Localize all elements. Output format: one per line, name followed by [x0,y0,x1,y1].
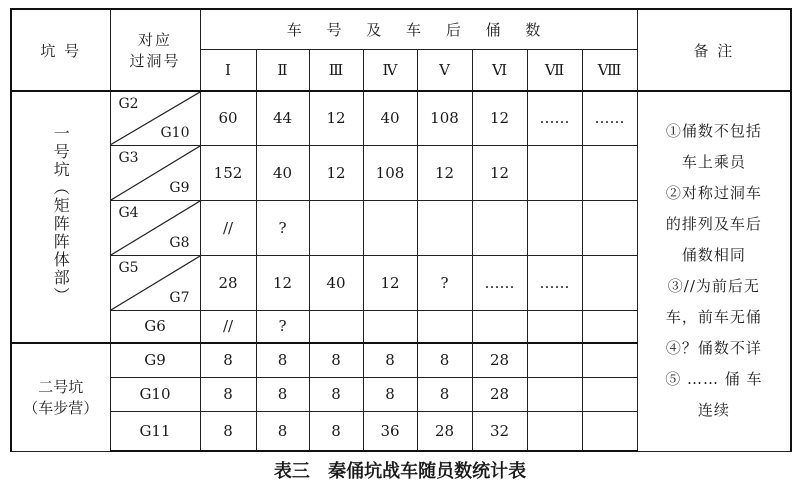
table-row [11,91,791,145]
hole-b: G10 [160,124,190,141]
hole-a: G4 [118,204,139,221]
data-cell: 8 [309,377,363,411]
data-cell [472,310,527,343]
car-header-2: Ⅱ [256,49,309,91]
data-cell [527,200,582,255]
data-cell [363,310,417,343]
data-cell: 12 [363,255,417,310]
header-hole [110,9,200,91]
pit1-label [11,91,110,343]
hole-cell-diagonal [110,145,200,200]
data-cell [527,411,582,451]
data-cell: ? [256,310,309,343]
data-cell [582,310,637,343]
data-cell: 36 [363,411,417,451]
pit1-label-text: 一号坑（矩阵阵体部） [51,125,71,305]
data-cell: 44 [256,91,309,145]
note-line: 车，前车无俑 [665,308,762,327]
hole-cell: G11 [110,411,200,451]
hole-a: G2 [118,96,139,112]
car-header-1: Ⅰ [200,49,256,91]
header-hole-line2: 过洞号 [129,52,181,70]
data-cell: 28 [417,411,472,451]
data-cell: 28 [472,377,527,411]
data-cell: …… [472,255,527,310]
data-cell [309,200,363,255]
data-cell [417,310,472,343]
hole-cell: G6 [110,310,200,343]
hole-cell-diagonal [110,200,200,255]
data-cell: 108 [417,91,472,145]
data-cell: 12 [472,91,527,145]
data-cell: …… [527,91,582,145]
data-cell: …… [527,255,582,310]
hole-b: G7 [169,289,190,306]
note-line: ④？俑数不详 [665,339,762,358]
data-cell: ? [417,255,472,310]
data-cell [472,200,527,255]
data-cell: 28 [472,343,527,377]
data-cell [582,343,637,377]
data-cell: // [200,310,256,343]
data-cell: …… [582,91,637,145]
note-line: 车上乘员 [681,153,746,172]
pit2-label-line1: 二号坑 [38,378,84,397]
data-cell: 28 [200,255,256,310]
car-header-5: Ⅴ [417,49,472,91]
car-header-3: Ⅲ [309,49,363,91]
data-cell: 152 [200,145,256,200]
data-cell: 8 [363,343,417,377]
data-cell [527,343,582,377]
data-cell [527,377,582,411]
table-caption [0,457,800,483]
header-remarks: 备 注 [637,9,791,91]
data-cell: 8 [200,411,256,451]
data-cell: 8 [363,377,417,411]
data-cell [363,200,417,255]
data-cell: 12 [256,255,309,310]
statistics-table [10,8,792,452]
note-line: 俑数相同 [681,246,746,265]
hole-cell: G9 [110,343,200,377]
data-cell: 40 [363,91,417,145]
data-cell [582,145,637,200]
data-cell: 8 [417,377,472,411]
data-cell: // [200,200,256,255]
data-cell: 12 [417,145,472,200]
car-header-6: Ⅵ [472,49,527,91]
car-header-4: Ⅳ [363,49,417,91]
pit2-label-line2: （车步营） [23,399,99,418]
data-cell [582,200,637,255]
data-cell [582,255,637,310]
data-cell: 40 [256,145,309,200]
hole-b: G9 [169,179,190,196]
data-cell [417,200,472,255]
car-header-8: Ⅷ [582,49,637,91]
data-cell: 8 [200,343,256,377]
caption-number: 表三 [273,461,310,482]
data-cell [582,411,637,451]
data-cell: 8 [200,377,256,411]
note-line: 的排列及车后 [665,215,762,234]
hole-a: G5 [118,259,139,276]
hole-b: G8 [169,234,190,251]
hole-a: G3 [118,149,139,166]
data-cell: 40 [309,255,363,310]
data-cell: 32 [472,411,527,451]
data-cell [582,377,637,411]
header-car-title: 车 号 及 车 后 俑 数 [200,9,637,49]
car-header-7: Ⅶ [527,49,582,91]
note-line: 连续 [697,401,730,420]
hole-cell-diagonal [110,91,200,145]
note-line: ⑤ …… 俑 车 [665,370,763,389]
note-line: ②对称过洞车 [665,184,762,203]
pit2-label [11,343,110,451]
data-cell: 60 [200,91,256,145]
hole-cell-diagonal [110,255,200,310]
data-cell: 108 [363,145,417,200]
data-cell: 12 [309,145,363,200]
data-cell: 8 [256,411,309,451]
note-line: ③//为前后无 [667,277,760,296]
data-cell: ? [256,200,309,255]
data-cell: 12 [309,91,363,145]
data-cell: 8 [417,343,472,377]
data-cell: 8 [309,411,363,451]
caption-title: 秦俑坑战车随员数统计表 [328,461,527,482]
data-cell [309,310,363,343]
data-cell: 12 [472,145,527,200]
header-hole-line1: 对应 [137,31,172,49]
remarks-notes [637,91,791,451]
data-cell: 8 [256,343,309,377]
hole-cell: G10 [110,377,200,411]
note-line: ①俑数不包括 [665,122,762,141]
data-cell: 8 [309,343,363,377]
data-cell: 8 [256,377,309,411]
data-cell [527,145,582,200]
header-row-1 [11,9,791,49]
data-cell [527,310,582,343]
header-pit: 坑 号 [11,9,110,91]
